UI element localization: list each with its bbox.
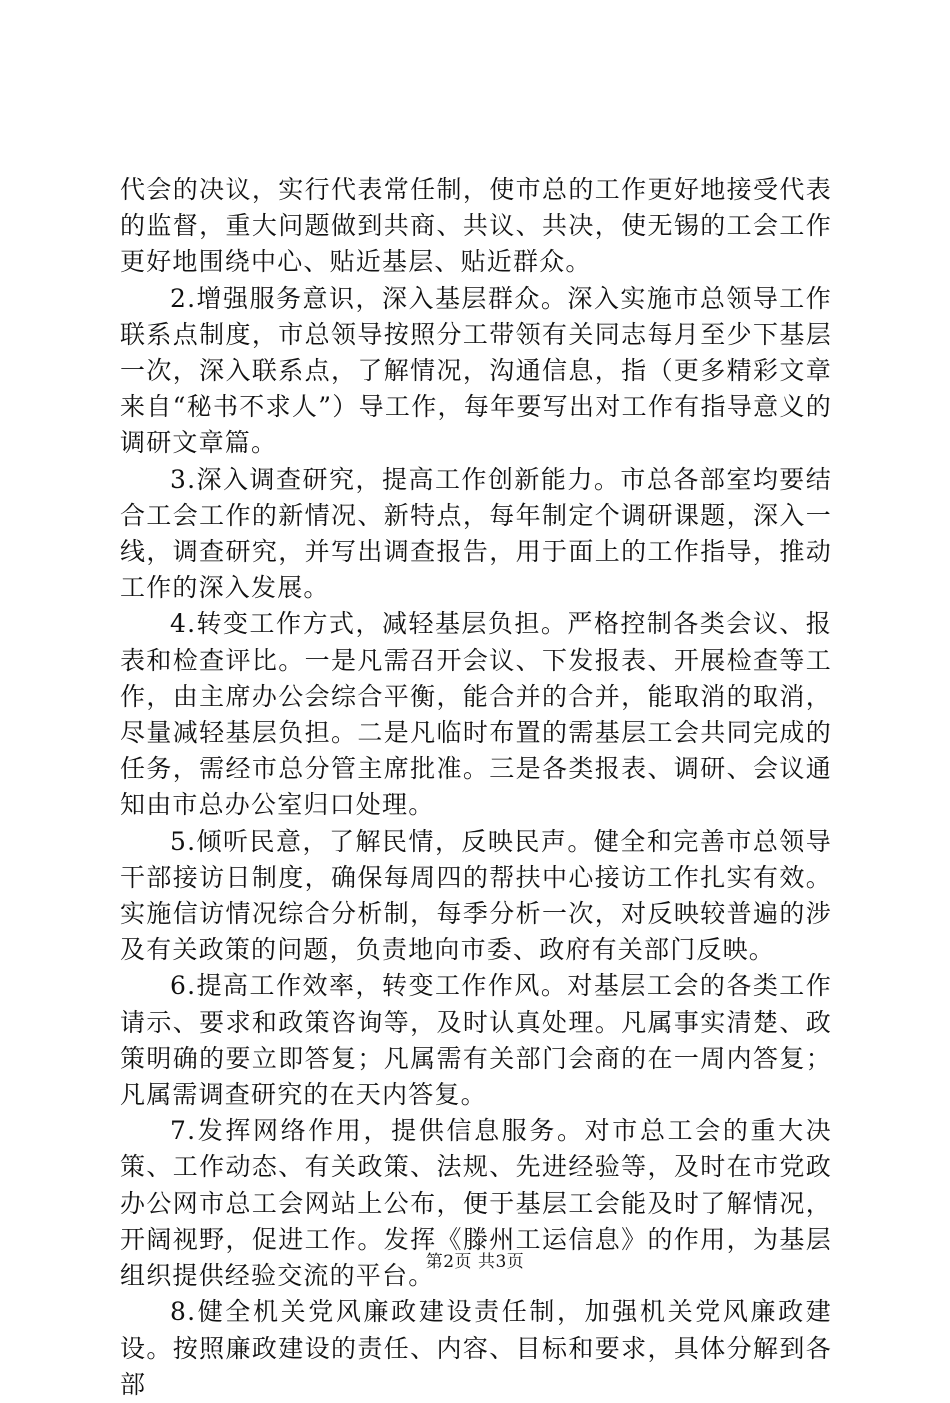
- paragraph-item-6: 6.提高工作效率，转变工作作风。对基层工会的各类工作请示、要求和政策咨询等，及时认真处理。凡属事实清楚、政策明确的要立即答复；凡属需有关部门会商的在一周内答复；凡属需调查研究的在天内答复。: [120, 971, 832, 1110]
- paragraph-continuation: 代会的决议，实行代表常任制，使市总的工作更好地接受代表的监督，重大问题做到共商、共议、共决，使无锡的工会工作更好地围绕中心、贴近基层、贴近群众。: [120, 175, 832, 277]
- paragraph-item-7: 7.发挥网络作用，提供信息服务。对市总工会的重大决策、工作动态、有关政策、法规、先进经验等，及时在市党政办公网市总工会网站上公布，便于基层工会能及时了解情况，开阔视野，促进工作。发挥《滕州工运信息》的作用，为基层组织提供经验交流的平台。: [120, 1116, 832, 1291]
- paragraph-item-4: 4.转变工作方式，减轻基层负担。严格控制各类会议、报表和检查评比。一是凡需召开会议、下发报表、开展检查等工作，由主席办公会综合平衡，能合并的合并，能取消的取消，尽量减轻基层负担。二是凡临时布置的需基层工会共同完成的任务，需经市总分管主席批准。三是各类报表、调研、会议通知由市总办公室归口处理。: [120, 609, 832, 820]
- paragraph-item-2: 2.增强服务意识，深入基层群众。深入实施市总领导工作联系点制度，市总领导按照分工带领有关同志每月至少下基层一次，深入联系点，了解情况，沟通信息，指（更多精彩文章来自“秘书不求人”）导工作，每年要写出对工作有指导意义的调研文章篇。: [120, 283, 832, 458]
- document-body: [120, 172, 832, 1403]
- paragraph-item-8: 8.健全机关党风廉政建设责任制，加强机关党风廉政建设。按照廉政建设的责任、内容、目标和要求，具体分解到各部: [120, 1297, 832, 1399]
- page-number-footer: 第2页 共3页: [425, 1252, 525, 1272]
- paragraph-item-5: 5.倾听民意，了解民情，反映民声。健全和完善市总领导干部接访日制度，确保每周四的帮扶中心接访工作扎实有效。实施信访情况综合分析制，每季分析一次，对反映较普遍的涉及有关政策的问题，负责地向市委、政府有关部门反映。: [120, 826, 832, 965]
- paragraph-item-3: 3.深入调查研究，提高工作创新能力。市总各部室均要结合工会工作的新情况、新特点，每年制定个调研课题，深入一线，调查研究，并写出调查报告，用于面上的工作指导，推动工作的深入发展。: [120, 464, 832, 603]
